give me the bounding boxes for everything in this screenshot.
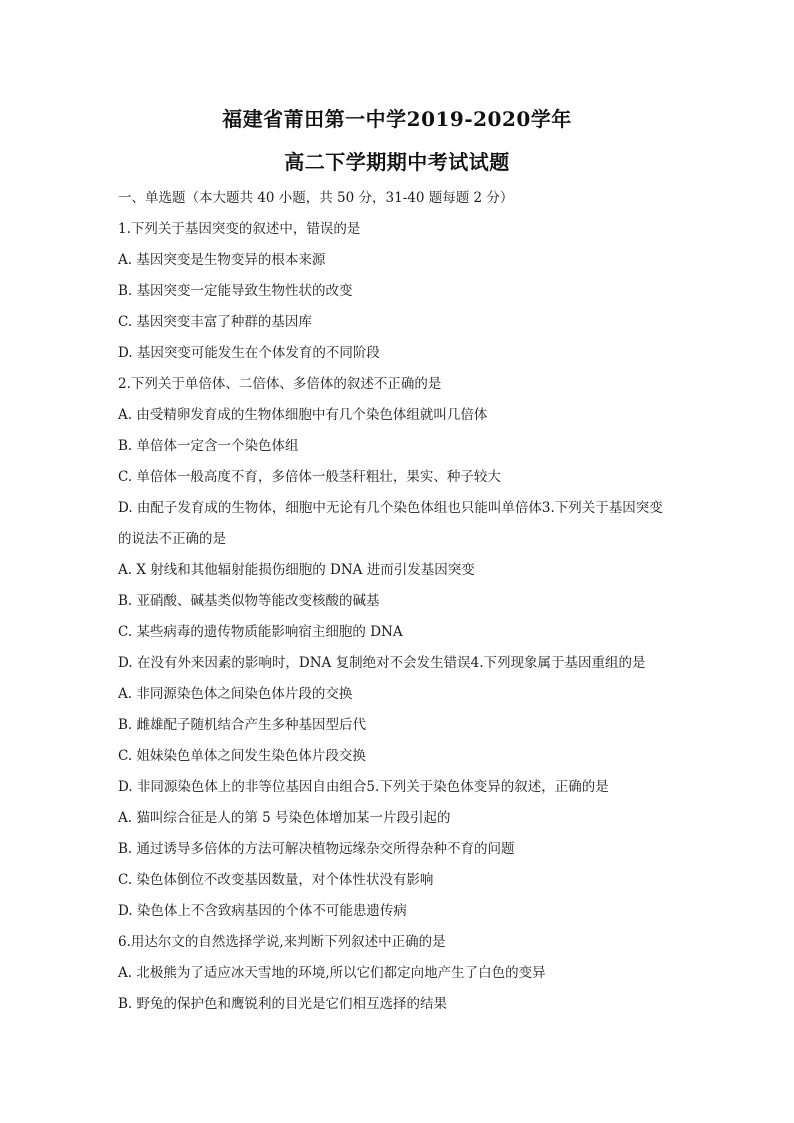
question-5-option-a: A. 猫叫综合征是人的第 5 号染色体增加某一片段引起的 <box>118 810 451 826</box>
question-4-option-d: D. 非同源染色体上的非等位基因自由组合5.下列关于染色体变异的叙述，正确的是 <box>118 779 609 795</box>
question-1-option-c: C. 基因突变丰富了种群的基因库 <box>118 314 312 330</box>
question-4-option-b: B. 雌雄配子随机结合产生多种基因型后代 <box>118 717 367 733</box>
question-5-option-d: D. 染色体上不含致病基因的个体不可能患遗传病 <box>118 903 407 919</box>
question-3-option-c: C. 某些病毒的遗传物质能影响宿主细胞的 DNA <box>118 624 403 640</box>
question-1-option-d: D. 基因突变可能发生在个体发育的不同阶段 <box>118 345 380 361</box>
question-6-stem: 6.用达尔文的自然选择学说,来判断下列叙述中正确的是 <box>118 934 446 950</box>
section-heading: 一、单选题（本大题共 40 小题，共 50 分，31-40 题每题 2 分） <box>118 190 514 206</box>
question-4-option-a: A. 非同源染色体之间染色体片段的交换 <box>118 686 353 702</box>
question-3-option-a: A. X 射线和其他辐射能损伤细胞的 DNA 进而引发基因突变 <box>118 562 475 578</box>
document-title: 福建省莆田第一中学2019-2020学年 <box>222 107 572 131</box>
question-1-stem: 1.下列关于基因突变的叙述中，错误的是 <box>118 221 361 237</box>
question-6-option-b: B. 野兔的保护色和鹰锐利的目光是它们相互选择的结果 <box>118 996 448 1012</box>
document-body <box>118 183 688 1020</box>
question-6-option-a: A. 北极熊为了适应冰天雪地的环境,所以它们都定向地产生了白色的变异 <box>118 965 546 981</box>
question-2-option-c: C. 单倍体一般高度不育，多倍体一般茎秆粗壮，果实、种子较大 <box>118 469 501 485</box>
question-4-option-c: C. 姐妹染色单体之间发生染色体片段交换 <box>118 748 366 764</box>
question-2-option-b: B. 单倍体一定含一个染色体组 <box>118 438 299 454</box>
question-2-option-d: D. 由配子发育成的生物体，细胞中无论有几个染色体组也只能叫单倍体3.下列关于基因突变 <box>118 500 663 516</box>
question-1-option-b: B. 基因突变一定能导致生物性状的改变 <box>118 283 353 299</box>
question-5-option-c: C. 染色体倒位不改变基因数量，对个体性状没有影响 <box>118 872 434 888</box>
question-5-option-b: B. 通过诱导多倍体的方法可解决植物远缘杂交所得杂种不育的问题 <box>118 841 515 857</box>
question-2-stem: 2.下列关于单倍体、二倍体、多倍体的叙述不正确的是 <box>118 376 442 392</box>
question-1-option-a: A. 基因突变是生物变异的根本来源 <box>118 252 326 268</box>
document-subtitle: 高二下学期期中考试试题 <box>284 150 510 174</box>
question-3-option-d: D. 在没有外来因素的影响时，DNA 复制绝对不会发生错误4.下列现象属于基因重组的是 <box>118 655 646 671</box>
question-3-stem-continued: 的说法不正确的是 <box>118 531 226 547</box>
question-2-option-a: A. 由受精卵发育成的生物体细胞中有几个染色体组就叫几倍体 <box>118 407 488 423</box>
question-3-option-b: B. 亚硝酸、碱基类似物等能改变核酸的碱基 <box>118 593 380 609</box>
